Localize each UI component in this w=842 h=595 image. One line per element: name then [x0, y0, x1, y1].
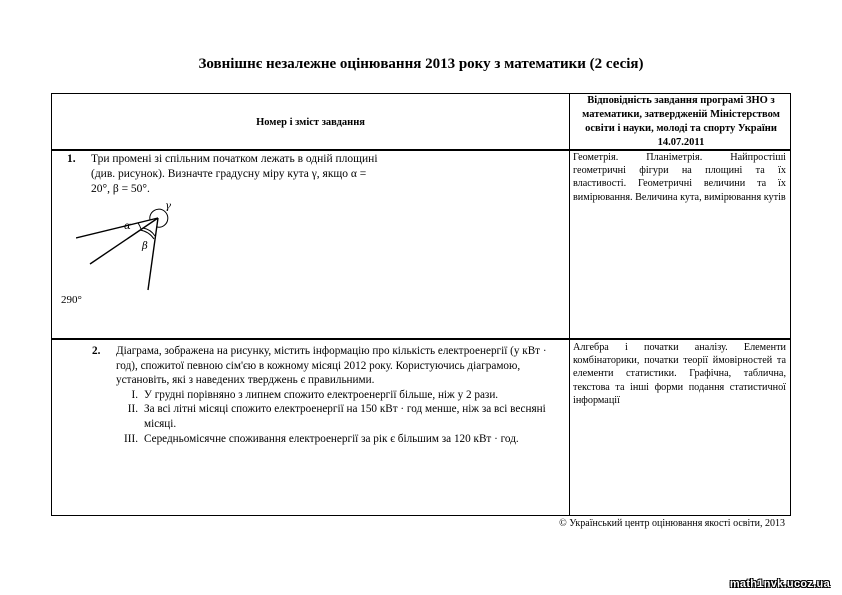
task-1-answer: 290° [61, 294, 82, 306]
task-2-text [116, 344, 568, 446]
gamma-label: γ [165, 201, 171, 212]
tasks-table [51, 93, 791, 516]
statement-text: За всі літні місяці спожито електроенергії на 150 кВт · год менше, ніж за всі весняні місяці. [144, 403, 546, 430]
alpha-label: α [124, 221, 131, 232]
beta-label: β [142, 241, 148, 252]
statement-number: I. [131, 388, 138, 401]
task-2-number: 2. [92, 345, 101, 357]
ray-1 [76, 218, 158, 238]
statement-number: II. [127, 403, 138, 416]
alpha-arc [138, 223, 141, 229]
statement-text: Середньомісячне споживання електроенергії за рік є більшим за 120 кВт · год. [144, 432, 519, 445]
task-2-correspondence: Алгебра і початки аналізу. Елементи комбінаторики, початки теорії ймовірностей та елементи статистики. Графічна, таблична, текстова та інші форми подання статистичної інформації [573, 342, 786, 406]
row-divider [52, 338, 790, 340]
page-title: Зовнішнє незалежне оцінювання 2013 року з математики (2 сесія) [198, 56, 644, 72]
statement-item [116, 388, 568, 403]
beta-arc-2 [140, 230, 154, 239]
header-task-column: Номер і зміст завдання [256, 116, 365, 128]
statement-item [116, 432, 568, 447]
statement-text: У грудні порівняно з липнем спожито електроенергії більше, ніж у 2 рази. [144, 388, 499, 401]
watermark: math1nvk.ucoz.ua [729, 578, 830, 590]
column-divider [569, 94, 570, 515]
task-2-intro: Діаграма, зображена на рисунку, містить інформацію про кількість електроенергії (у кВт · год), спожитої певною сім'єю в кожному місяці 2012 року. Користуючись діаграмою, установіть, які з наведених тверджень є правильними. [116, 345, 547, 387]
statement-number: III. [124, 432, 138, 445]
task-1 [67, 152, 387, 197]
task-1-correspondence: Геометрія. Планіметрія. Найпростіші геометричні фігури на площині та їх властивості. Геометричні величини та їх вимірювання. Величина кута, вимірювання кутів [573, 152, 786, 203]
task-2 [92, 344, 568, 446]
copyright: © Український центр оцінювання якості освіти, 2013 [559, 518, 785, 529]
statement-item [116, 402, 568, 431]
task-1-number: 1. [67, 153, 76, 165]
beta-arc-1 [143, 228, 155, 236]
rays-figure [76, 200, 216, 300]
task-1-text: Три промені зі спільним початком лежать в одній площині (див. рисунок). Визначте градусну міру кута γ, якщо α = 20°, β = 50°. [91, 153, 378, 195]
header-correspondence-column: Відповідність завдання програмі ЗНО з математики, затвердженій Міністерством освіти і науки, молоді та спорту України 14.07.2011 [582, 95, 780, 148]
ray-3 [148, 218, 158, 290]
